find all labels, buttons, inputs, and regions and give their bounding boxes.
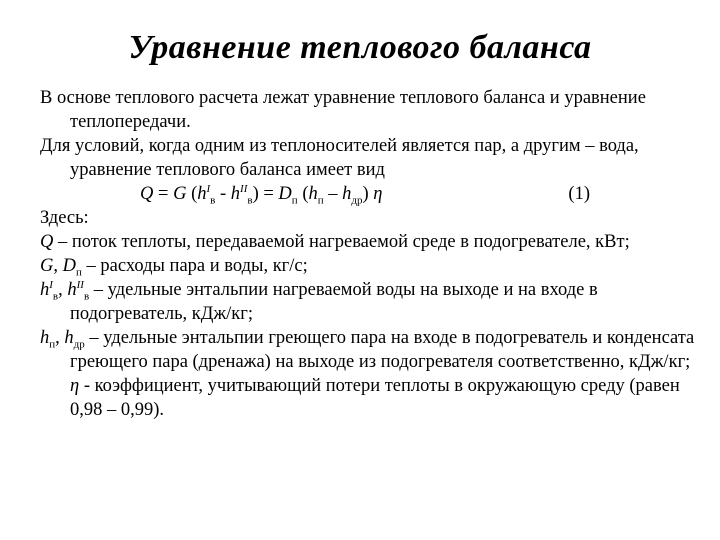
- intro-paragraph-1: В основе теплового расчета лежат уравнение теплового баланса и уравнение теплопередачи.: [40, 88, 646, 132]
- definition-hp-hdr: $h_п$, $h_{др}$ – удельные энтальпии греющего пара на входе в подогреватель и конденсата греющего пара (дренажа) на выходе из подогревателя соответственно, кДж/кг; η - коэффициент, учитывающий потери теплоты в окружающую среду (равен 0,98 – 0,99).: [40, 328, 695, 420]
- definition-q: Q – поток теплоты, передаваемой нагреваемой среде в подогревателе, кВт;: [40, 232, 630, 252]
- intro-paragraph-2: Для условий, когда одним из теплоносителей является пар, а другим – вода, уравнение теплового баланса имеет вид: [40, 136, 639, 180]
- definition-g-d: G, $D_п$ – расходы пара и воды, кг/с;: [40, 256, 308, 279]
- slide-title: Уравнение теплового баланса: [128, 29, 592, 66]
- heat-balance-equation: [40, 182, 700, 206]
- definition-hv: $h^I_в$, $h^{II}_в$ – удельные энтальпии нагреваемой воды на выходе и на входе в подогреватель, кДж/кг;: [40, 278, 598, 324]
- here-label: Здесь:: [40, 208, 89, 228]
- slide-body: [40, 86, 700, 422]
- equation-number: (1): [568, 184, 590, 204]
- equation-body: Q = G $(h^I_в - h^{II}_в) = D_п$ $(h_п - h_{др})$ η: [140, 182, 383, 207]
